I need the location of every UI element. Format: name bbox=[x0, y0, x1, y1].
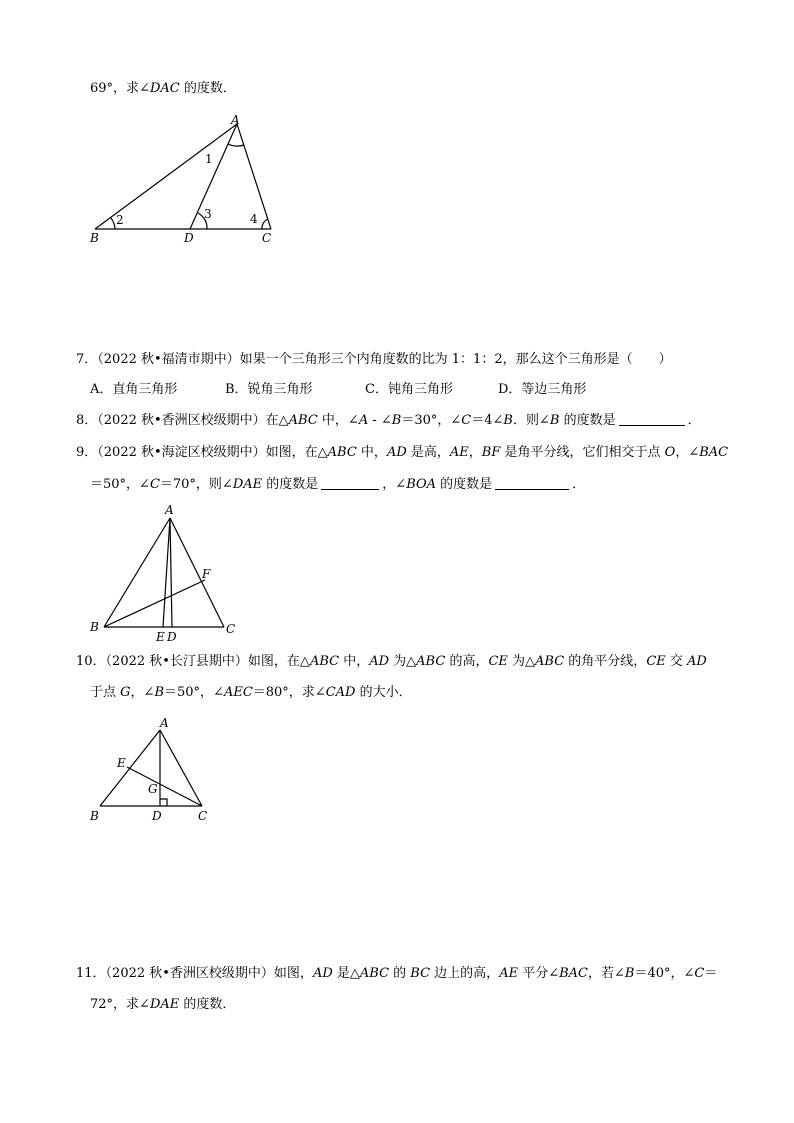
q7-option-c[interactable]: C．钝角三角形 bbox=[365, 382, 453, 397]
fig3-right-angle-mark bbox=[160, 799, 167, 806]
q10-line-2: 于点 G，∠B＝50°，∠AEC＝80°，求∠CAD 的大小． bbox=[90, 685, 412, 700]
fig2-label-f: F bbox=[202, 567, 211, 581]
fig3-label-a: A bbox=[160, 716, 169, 730]
fig1-label-b: B bbox=[90, 231, 99, 245]
fig3-label-g: G bbox=[148, 782, 158, 796]
fig2-label-a: A bbox=[165, 503, 174, 517]
fig2-label-c: C bbox=[226, 622, 236, 636]
fig2-label-b: B bbox=[90, 620, 99, 634]
fig1-label-a: A bbox=[231, 113, 240, 127]
fig1-angle-2: 2 bbox=[116, 213, 124, 227]
q7-stem: 7．（2022 秋•福清市期中）如果一个三角形三个内角度数的比为 1：1：2，那么这个三角形是（ ） bbox=[76, 352, 672, 367]
q11-line-1: 11．（2022 秋•香洲区校级期中）如图，AD 是△ABC 的 BC 边上的高，AE 平分∠BAC，若∠B＝40°，∠C＝ bbox=[76, 966, 718, 981]
q8-line: 8．（2022 秋•香洲区校级期中）在△ABC 中，∠A - ∠B＝30°，∠C＝4∠B．则∠B 的度数是 ． bbox=[76, 413, 701, 428]
q6-tail-line: 69°，求∠DAC 的度数． bbox=[90, 81, 236, 96]
fig3-label-c: C bbox=[198, 809, 208, 823]
fig3-label-e: E bbox=[117, 756, 126, 770]
q9-line-1: 9．（2022 秋•海淀区校级期中）如图，在△ABC 中，AD 是高，AE，BF 是角平分线，它们相交于点 O，∠BAC bbox=[76, 445, 729, 460]
q11-line-2: 72°，求∠DAE 的度数． bbox=[90, 997, 236, 1012]
fig1-angle-1: 1 bbox=[205, 152, 213, 166]
q9-line-2: ＝50°，∠C＝70°，则∠DAE 的度数是 ，∠BOA 的度数是 ． bbox=[90, 477, 586, 492]
fig3-label-d: D bbox=[152, 809, 162, 823]
fig2-label-e: E bbox=[156, 630, 165, 644]
fig1-label-d: D bbox=[184, 231, 194, 245]
fig1-angle-3: 3 bbox=[204, 207, 212, 221]
fig1-label-c: C bbox=[262, 231, 272, 245]
fig3-label-b: B bbox=[90, 809, 99, 823]
fig2-label-d: D bbox=[167, 630, 177, 644]
fig1-angle-4: 4 bbox=[250, 212, 258, 226]
q7-option-a[interactable]: A．直角三角形 bbox=[90, 382, 178, 397]
q7-option-b[interactable]: B．锐角三角形 bbox=[225, 382, 313, 397]
q10-line-1: 10．（2022 秋•长汀县期中）如图，在△ABC 中，AD 为△ABC 的高，CE 为△ABC 的角平分线，CE 交 AD bbox=[76, 654, 707, 669]
q7-option-d[interactable]: D．等边三角形 bbox=[498, 382, 587, 397]
